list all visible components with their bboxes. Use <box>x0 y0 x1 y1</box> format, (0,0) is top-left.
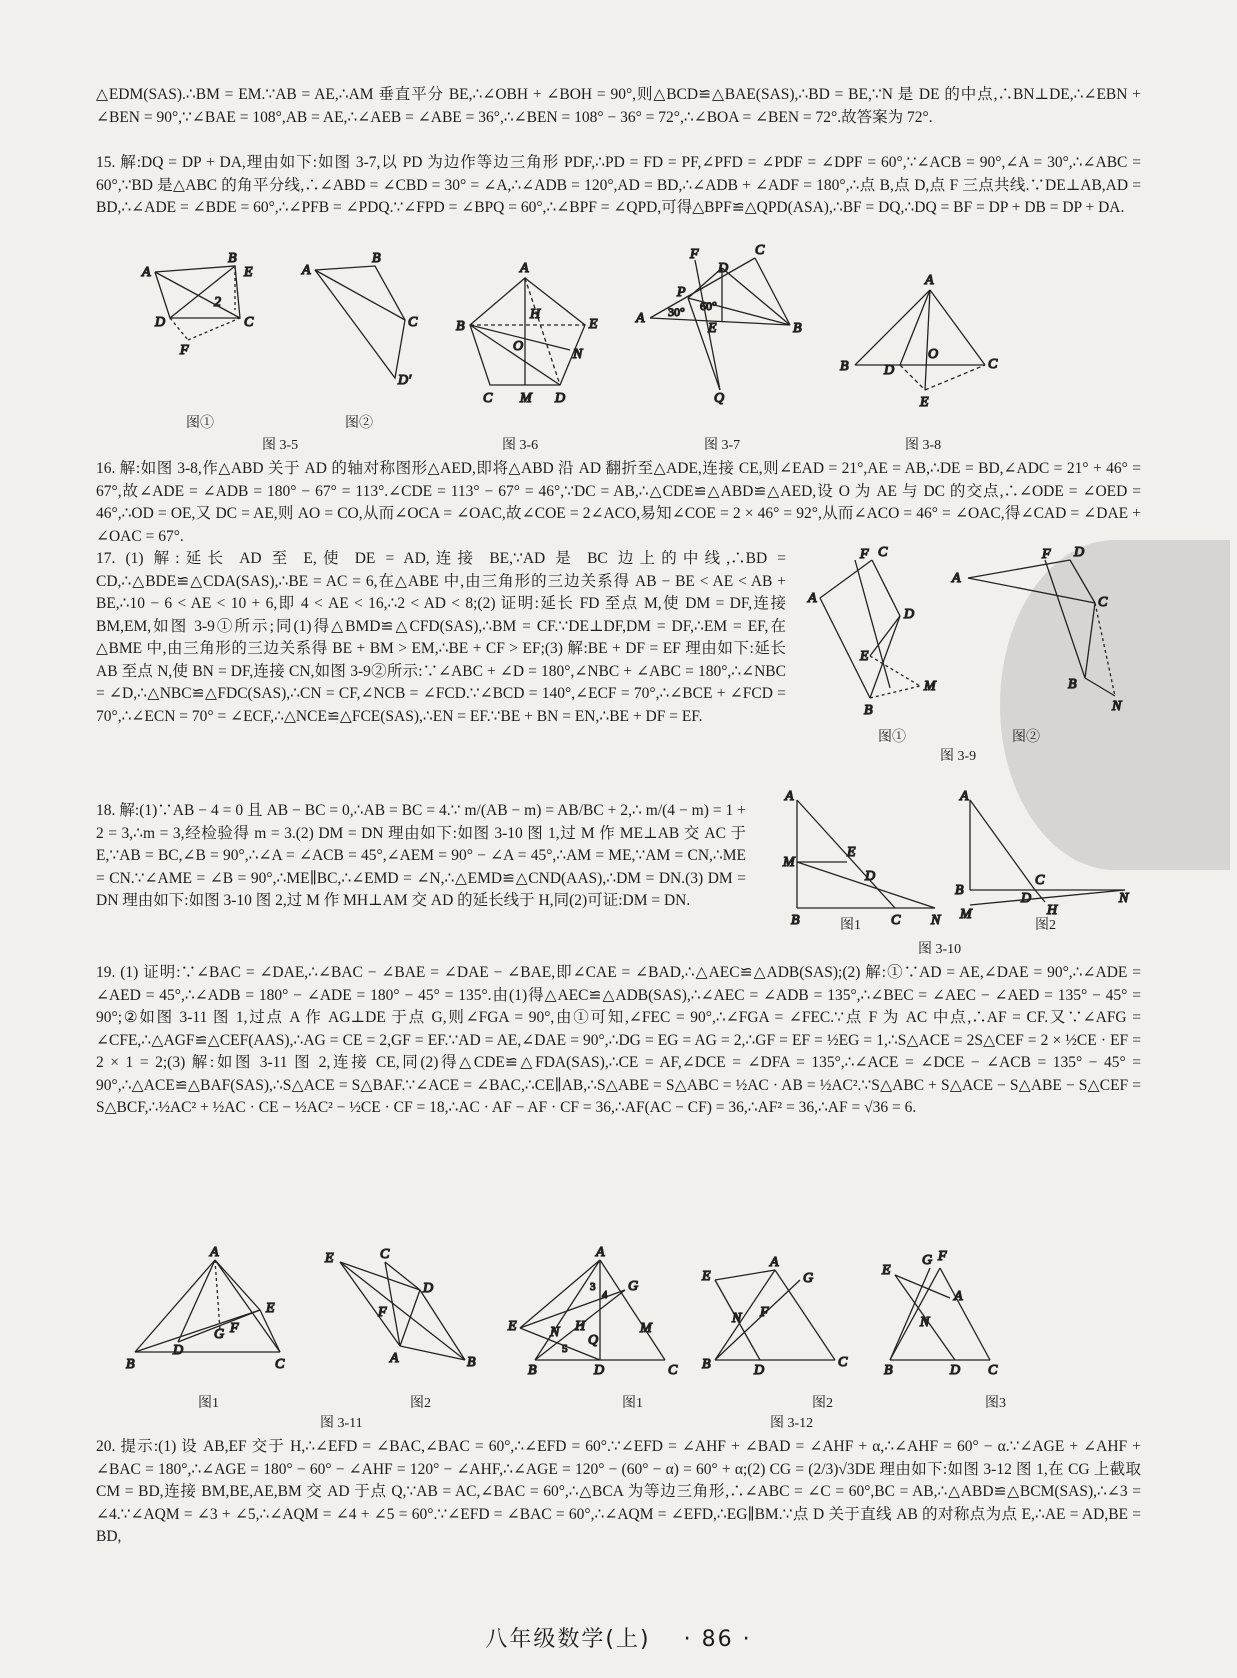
svg-text:Q: Q <box>588 1333 599 1348</box>
svg-text:D: D <box>904 607 915 622</box>
svg-text:B: B <box>864 703 873 718</box>
svg-text:C: C <box>244 315 254 330</box>
svg-text:A: A <box>952 571 961 586</box>
caption-3-12: 图 3-12 <box>770 1416 814 1431</box>
svg-text:M: M <box>924 679 936 694</box>
svg-text:5: 5 <box>562 1343 568 1355</box>
svg-text:Q: Q <box>714 391 725 406</box>
svg-text:A: A <box>954 1289 963 1304</box>
svg-text:M: M <box>640 1321 652 1336</box>
caption-3-12-1: 图1 <box>622 1396 643 1411</box>
svg-text:A: A <box>390 1351 399 1366</box>
svg-text:D: D <box>173 1343 184 1358</box>
figure-3-10 <box>785 790 1145 940</box>
svg-text:F: F <box>860 547 869 562</box>
svg-text:C: C <box>1035 873 1045 888</box>
svg-text:N: N <box>931 913 941 928</box>
svg-text:G: G <box>803 1271 814 1286</box>
figure-row-3 <box>120 1245 1140 1390</box>
answer-15: 15. 解:DQ = DP + DA,理由如下:如图 3-7,以 PD 为边作等边三角形 PDF,∴PD = FD = PF,∠PFD = ∠PDF = ∠DPF = 60°,∵∠ACB = 90°,∠A = 30°,∴∠ABC = 60°,∵BD 是△ABC 的角平分线,∴∠ABD = ∠CBD = 30° = ∠A,∴∠ADB = 120°,AD = BD,∴∠ADB + ∠ADF = 180°,∴点 B,点 D,点 F 三点共线.∵DE⊥AB,AD = BD,∴∠ADE = ∠BDE = 60°,∴∠PFB = ∠PDQ.∵∠FPD = ∠BPQ = 60°,∴∠BPF = ∠QPD,可得△BPF≌△QPD(ASA),∴BF = DQ,∴DQ = BF = DP + DB = DP + DA. <box>96 154 1141 216</box>
page-footer <box>0 1622 1237 1653</box>
svg-text:E: E <box>244 265 253 280</box>
svg-text:E: E <box>702 1269 711 1284</box>
svg-text:D′: D′ <box>398 373 412 388</box>
svg-text:C: C <box>1098 595 1108 610</box>
svg-text:A: A <box>925 273 934 288</box>
svg-text:N: N <box>1112 699 1122 714</box>
svg-text:30°: 30° <box>668 305 685 319</box>
caption-3-5-2: 图② <box>345 416 373 431</box>
svg-text:B: B <box>1068 677 1077 692</box>
svg-text:B: B <box>467 1355 476 1370</box>
svg-text:E: E <box>882 1263 891 1278</box>
svg-text:N: N <box>550 1325 560 1340</box>
svg-text:G: G <box>628 1279 639 1294</box>
svg-text:H: H <box>575 1319 586 1334</box>
figure-3-6 <box>470 278 585 385</box>
caption-3-7: 图 3-7 <box>704 438 741 453</box>
svg-text:B: B <box>372 251 381 266</box>
svg-text:D: D <box>865 869 876 884</box>
answer-18: 18. 解:(1)∵AB − 4 = 0 且 AB − BC = 0,∴AB = BC = 4.∵ m/(AB − m) = AB/BC + 2,∴ m/(4 − m) = 1 + 2 = 3,∴m = 3,经检验得 m = 3.(2) DM = DN 理由如下:如图 3-10 图 1,过 M 作 ME⊥AB 交 AC 于 E,∵AB = BC,∠B = 90°,∴∠A = ∠ACB = 45°,∠AEM = 90° − ∠A = 45°,∴AM = ME,∵AM = CN,∴ME = CN.∵∠AME = ∠B = 90°,∴ME∥BC,∴∠EMD = ∠N,∴△EMD≌△CND(AAS),∴DM = DN.(3) DM = DN 理由如下:如图 3-10 图 2,过 M 作 MH⊥AM 交 AD 的延长线于 H,同(2)可证:DM = DN. <box>96 802 746 909</box>
svg-text:B: B <box>528 1363 537 1378</box>
footer-subject: 八年级数学(上) <box>485 1627 651 1652</box>
caption-3-5: 图 3-5 <box>262 438 299 453</box>
svg-text:A: A <box>302 263 311 278</box>
answer-20: 20. 提示:(1) 设 AB,EF 交于 H,∴∠EFD = ∠BAC,∠BAC = 60°,∴∠EFD = 60°.∵∠EFD = ∠AHF + ∠BAD = ∠AHF + α,∴∠AHF = 60° − α.∵∠AGE + ∠AHF + ∠BAC = 180°,∴∠AGE = 180° − 60° − ∠AHF = 120° − ∠AHF,∴∠AGE = 120° − (60° − α) = 60° + α;(2) CG = (2/3)√3DE 理由如下:如图 3-12 图 1,在 CG 上截取 CM = BD,连接 BM,BE,AE,BM 交 AD 于点 Q,∵AB = AC,∠BAC = 60°,∴△BCA 为等边三角形,∴∠ABC = ∠C = 60°,BC = AB,∴△ABD≌△BCM(SAS),∴∠3 = ∠4.∵∠AQM = ∠3 + ∠5,∴∠AQM = ∠4 + ∠5 = 60°.∵∠EFD = ∠BAC = 60°,∴∠AQM = ∠EFD,∴EG∥BM.∵点 D 关于直线 AB 的对称点为点 E,∴AE = AD,BE = BD, <box>96 1438 1141 1545</box>
svg-text:A: A <box>808 591 817 606</box>
svg-text:C: C <box>275 1357 285 1372</box>
svg-text:N: N <box>1119 891 1129 906</box>
svg-text:D: D <box>1021 891 1032 906</box>
svg-text:E: E <box>266 1301 275 1316</box>
svg-text:C: C <box>891 913 901 928</box>
figure-3-5-1 <box>155 266 240 340</box>
svg-text:D: D <box>884 363 895 378</box>
svg-text:A: A <box>520 261 529 276</box>
caption-3-9: 图 3-9 <box>940 749 977 764</box>
caption-3-12-2: 图2 <box>812 1396 833 1411</box>
svg-text:60°: 60° <box>700 299 717 313</box>
caption-3-11-2: 图2 <box>410 1396 431 1411</box>
svg-text:4: 4 <box>602 1289 608 1301</box>
svg-text:C: C <box>408 315 418 330</box>
svg-text:N: N <box>573 347 583 362</box>
svg-text:H: H <box>530 307 541 322</box>
svg-text:B: B <box>126 1357 135 1372</box>
svg-text:H: H <box>1047 903 1058 918</box>
svg-text:B: B <box>228 251 237 266</box>
svg-text:D: D <box>1074 545 1085 560</box>
svg-text:D: D <box>155 315 166 330</box>
svg-text:A: A <box>210 1245 219 1260</box>
caption-3-12-3: 图3 <box>985 1396 1006 1411</box>
svg-text:B: B <box>702 1357 711 1372</box>
svg-text:N: N <box>920 1315 930 1330</box>
svg-text:M: M <box>783 855 795 870</box>
answer-17: 17. (1) 解:延长 AD 至 E,使 DE = AD,连接 BE,∵AD 是 BC 边上的中线,∴BD = CD,∴△BDE≌△CDA(SAS),∴BE = AC = 6,在△ABE 中,由三角形的三边关系得 AB − BE < AE < AB + BE,∴10 − 6 < AE < 10 + 6,即 4 < AE < 16,∴2 < AD < 8;(2) 证明:延长 FD 至点 M,使 DM = DF,连接 BM,EM,如图 3-9①所示;同(1)得△BMD≌△CFD(SAS),∴BM = CF.∵DE⊥DF,DM = DF,∴EM = EF,在△BME 中,由三角形的三边关系得 BE + BM > EM,∴BE + CF > EF;(3) 解:BE + DF = EF 理由如下:延长 AB 至点 N,使 BN = DF,连接 CN,如图 3-9②所示:∵∠ABC + ∠D = 180°,∠NBC + ∠ABC = 180°,∴∠NBC = ∠D,∴△NBC≌△FDC(SAS),∴CN = CF,∠NCB = ∠FCD.∵∠BCD = 140°,∠ECF = 70°,∴∠BCE + ∠FCD = 70°,∴∠ECN = 70° = ∠ECF,∴△NCE≌△FCE(SAS),∴EN = EF.∵BE + BN = EN,∴BE + DF = EF. <box>96 550 786 725</box>
caption-3-6: 图 3-6 <box>502 438 539 453</box>
svg-text:C: C <box>668 1363 678 1378</box>
svg-text:E: E <box>508 1319 517 1334</box>
svg-text:A: A <box>596 1245 605 1260</box>
figure-row-1 <box>140 243 1100 440</box>
svg-text:O: O <box>928 347 939 362</box>
caption-3-11: 图 3-11 <box>320 1416 363 1431</box>
svg-text:E: E <box>847 845 856 860</box>
caption-3-10: 图 3-10 <box>918 942 962 957</box>
svg-text:A: A <box>770 1255 779 1270</box>
svg-text:M: M <box>960 907 972 922</box>
svg-text:E: E <box>860 649 869 664</box>
svg-text:F: F <box>1042 547 1051 562</box>
svg-text:B: B <box>456 319 465 334</box>
caption-3-8: 图 3-8 <box>905 438 942 453</box>
svg-text:C: C <box>755 243 765 258</box>
svg-text:B: B <box>884 1363 893 1378</box>
svg-text:C: C <box>988 357 998 372</box>
caption-3-9-2: 图② <box>1012 730 1040 745</box>
svg-text:F: F <box>938 1249 947 1264</box>
svg-text:D: D <box>718 261 729 276</box>
svg-text:A: A <box>960 789 969 804</box>
answer-19: 19. (1) 证明:∵∠BAC = ∠DAE,∴∠BAC − ∠BAE = ∠DAE − ∠BAE,即∠CAE = ∠BAD,∴△AEC≌△ADB(SAS);(2) 解:①∵AD = AE,∠DAE = 90°,∴∠ADE = ∠AED = 45°,∴∠ADB = 180° − ∠ADE = 180° − 45° = 135°.由(1)得△AEC≌△ADB(SAS),∴∠AEC = ∠ADB = 135°,∴∠BEC = ∠AEC − ∠AED = 135° − 45° = 90°;②如图 3-11 图 1,过点 A 作 AG⊥DE 于点 G,则∠FGA = 90°,由①可知,∠FEC = 90°,∴∠FGA = ∠FEC.∵点 F 为 AC 中点,∴AF = CF.又∵∠AFG = ∠CFE,∴△AGF≌△CEF(AAS),∴AG = CE = 2,GF = EF.∵AD = AE,∠DAE = 90°,∴DG = EG = AG = 2,∴GF = EF = ½EG = 1,∴S△ACE = 2S△CEF = 2 × ½CE · EF = 2 × 1 = 2;(3) 解:如图 3-11 图 2,连接 CE,同(2)得△CDE≌△FDA(SAS),∴CE = AF,∠DCE = ∠DFA = 135°,∴∠ACE = ∠DCE − ∠ACB = 135° − 45° = 90°,∴△ACE≌△BAF(SAS),∴S△ACE = S△BAF.∵∠ACE = ∠BAC,∴CE∥AB,∴S△ABE = S△ABC = ½AC · AB = ½AC².∵S△ABC + S△ACE − S△ABE − S△CEF = S△BCF,∴½AC² + ½AC · CE − ½AC² − ½CE · CF = 18,∴AC · AF − AF · CF = 36,∴AF(AC − CF) = 36,∴AF² = 36,∴AF = √36 = 6. <box>96 964 1141 1116</box>
caption-3-10-2: 图2 <box>1035 918 1056 933</box>
svg-text:E: E <box>708 321 717 336</box>
svg-text:F: F <box>180 343 189 358</box>
svg-text:D: D <box>555 391 566 406</box>
svg-text:C: C <box>483 391 493 406</box>
svg-text:A: A <box>142 265 151 280</box>
svg-text:F: F <box>690 247 699 262</box>
svg-text:M: M <box>520 391 532 406</box>
svg-text:F: F <box>378 1305 387 1320</box>
svg-text:B: B <box>955 883 964 898</box>
svg-text:D: D <box>950 1363 961 1378</box>
svg-text:D: D <box>754 1363 765 1378</box>
svg-text:B: B <box>791 913 800 928</box>
svg-text:B: B <box>793 321 802 336</box>
svg-text:C: C <box>838 1355 848 1370</box>
svg-text:C: C <box>878 545 888 560</box>
caption-3-5-1: 图① <box>186 416 214 431</box>
svg-text:D: D <box>594 1363 605 1378</box>
svg-text:E: E <box>589 317 598 332</box>
svg-text:E: E <box>920 395 929 410</box>
svg-text:C: C <box>988 1363 998 1378</box>
svg-text:A: A <box>636 311 645 326</box>
caption-3-9-1: 图① <box>878 730 906 745</box>
svg-text:F: F <box>230 1321 239 1336</box>
svg-text:N: N <box>732 1311 742 1326</box>
svg-text:E: E <box>325 1251 334 1266</box>
caption-3-10-1: 图1 <box>840 918 861 933</box>
svg-text:A: A <box>785 789 794 804</box>
figure-3-8 <box>855 290 985 390</box>
svg-text:O: O <box>513 339 524 354</box>
svg-text:D: D <box>423 1281 434 1296</box>
svg-text:P: P <box>677 285 686 300</box>
svg-text:3: 3 <box>590 1281 596 1293</box>
svg-text:G: G <box>214 1327 225 1342</box>
caption-3-11-1: 图1 <box>198 1396 219 1411</box>
svg-text:C: C <box>380 1247 390 1262</box>
svg-text:G: G <box>922 1253 933 1268</box>
figure-3-5-2 <box>315 266 405 378</box>
svg-text:B: B <box>840 359 849 374</box>
answer-14-continued: △EDM(SAS).∴BM = EM.∵AB = AE,∴AM 垂直平分 BE,∴∠OBH + ∠BOH = 90°,则△BCD≌△BAE(SAS),∴BD = BE,∵N 是 DE 的中点,∴BN⊥DE,∴∠EBN + ∠BEN = 90°,∵∠BAE = 108°,AB = AE,∴∠AEB = ∠ABE = 36°,∴∠BEN = 108° − 36° = 72°,∴∠BOA = ∠BEN = 72°.故答案为 72°. <box>96 86 1141 126</box>
answer-16: 16. 解:如图 3-8,作△ABD 关于 AD 的轴对称图形△AED,即将△ABD 沿 AD 翻折至△ADE,连接 CE,则∠EAD = 21°,AE = AB,∴DE = BD,∠ADC = 21° + 46° = 67°,故∠ADE = ∠ADB = 180° − 67° = 113°.∠CDE = 113° − 67° = 46°,∵DC = AB,∴△CDE≌△ABD≌△AED,设 O 为 AE 与 DC 的交点,∴∠ODE = ∠OED = 46°,∴OD = OE,又 DC = AE,则 AO = CO,从而∠OCA = ∠OAC,故∠COE = 2∠ACO,易知∠COE = 2 × 46° = 92°,从而∠ACO = 46° = ∠OAC,得∠CAD = ∠DAE + ∠OAC = 67°. <box>96 460 1141 545</box>
page-number: · 86 · <box>683 1627 752 1652</box>
svg-text:F: F <box>760 1305 769 1320</box>
figure-3-7 <box>650 258 790 390</box>
svg-text:2: 2 <box>214 295 221 310</box>
